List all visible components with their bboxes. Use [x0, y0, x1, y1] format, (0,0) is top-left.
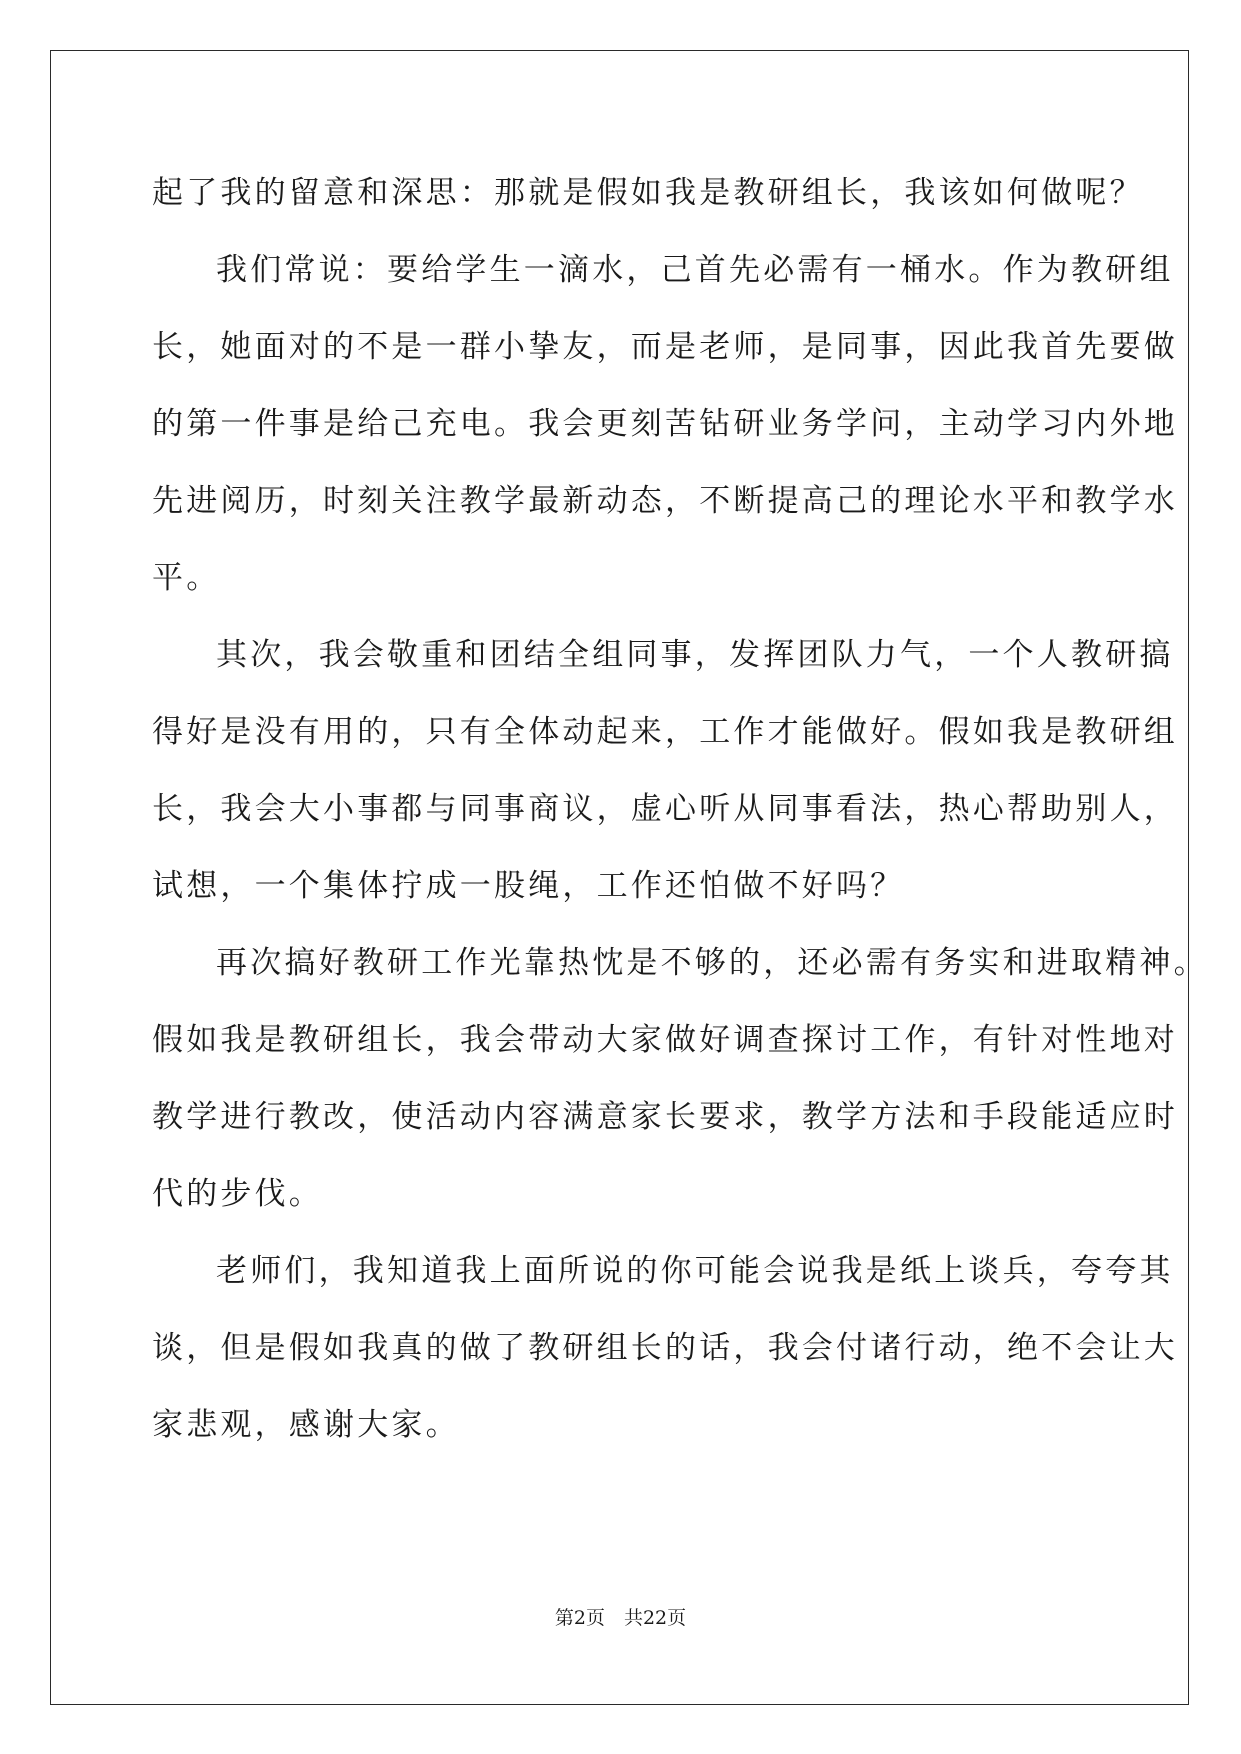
- text-line: 平。: [152, 560, 221, 596]
- text-line: 再次搞好教研工作光靠热忱是不够的，还必需有务实和进取精神。: [216, 945, 1208, 981]
- text-line: 假如我是教研组长，我会带动大家做好调查探讨工作，有针对性地对: [152, 1022, 1178, 1058]
- text-line: 家悲观，感谢大家。: [152, 1407, 460, 1443]
- text-line: 谈，但是假如我真的做了教研组长的话，我会付诸行动，绝不会让大: [152, 1330, 1178, 1366]
- text-line: 老师们，我知道我上面所说的你可能会说我是纸上谈兵，夸夸其: [216, 1253, 1174, 1289]
- text-line: 的第一件事是给己充电。我会更刻苦钻研业务学问，主动学习内外地: [152, 406, 1178, 442]
- text-line: 起了我的留意和深思：那就是假如我是教研组长，我该如何做呢？: [152, 175, 1144, 211]
- text-line: 试想，一个集体拧成一股绳，工作还怕做不好吗？: [152, 868, 905, 904]
- text-line: 长，我会大小事都与同事商议，虚心听从同事看法，热心帮助别人，: [152, 791, 1178, 827]
- text-line: 得好是没有用的，只有全体动起来，工作才能做好。假如我是教研组: [152, 714, 1178, 750]
- document-body: [152, 155, 1208, 1464]
- text-line: 我们常说：要给学生一滴水，己首先必需有一桶水。作为教研组: [216, 252, 1174, 288]
- page-number-footer: 第2页 共22页: [554, 1607, 687, 1629]
- text-line: 长，她面对的不是一群小挚友，而是老师，是同事，因此我首先要做: [152, 329, 1178, 365]
- text-line: 代的步伐。: [152, 1176, 323, 1212]
- text-line: 其次，我会敬重和团结全组同事，发挥团队力气，一个人教研搞: [216, 637, 1174, 673]
- text-line: 先进阅历，时刻关注教学最新动态，不断提高己的理论水平和教学水: [152, 483, 1178, 519]
- text-line: 教学进行教改，使活动内容满意家长要求，教学方法和手段能适应时: [152, 1099, 1178, 1135]
